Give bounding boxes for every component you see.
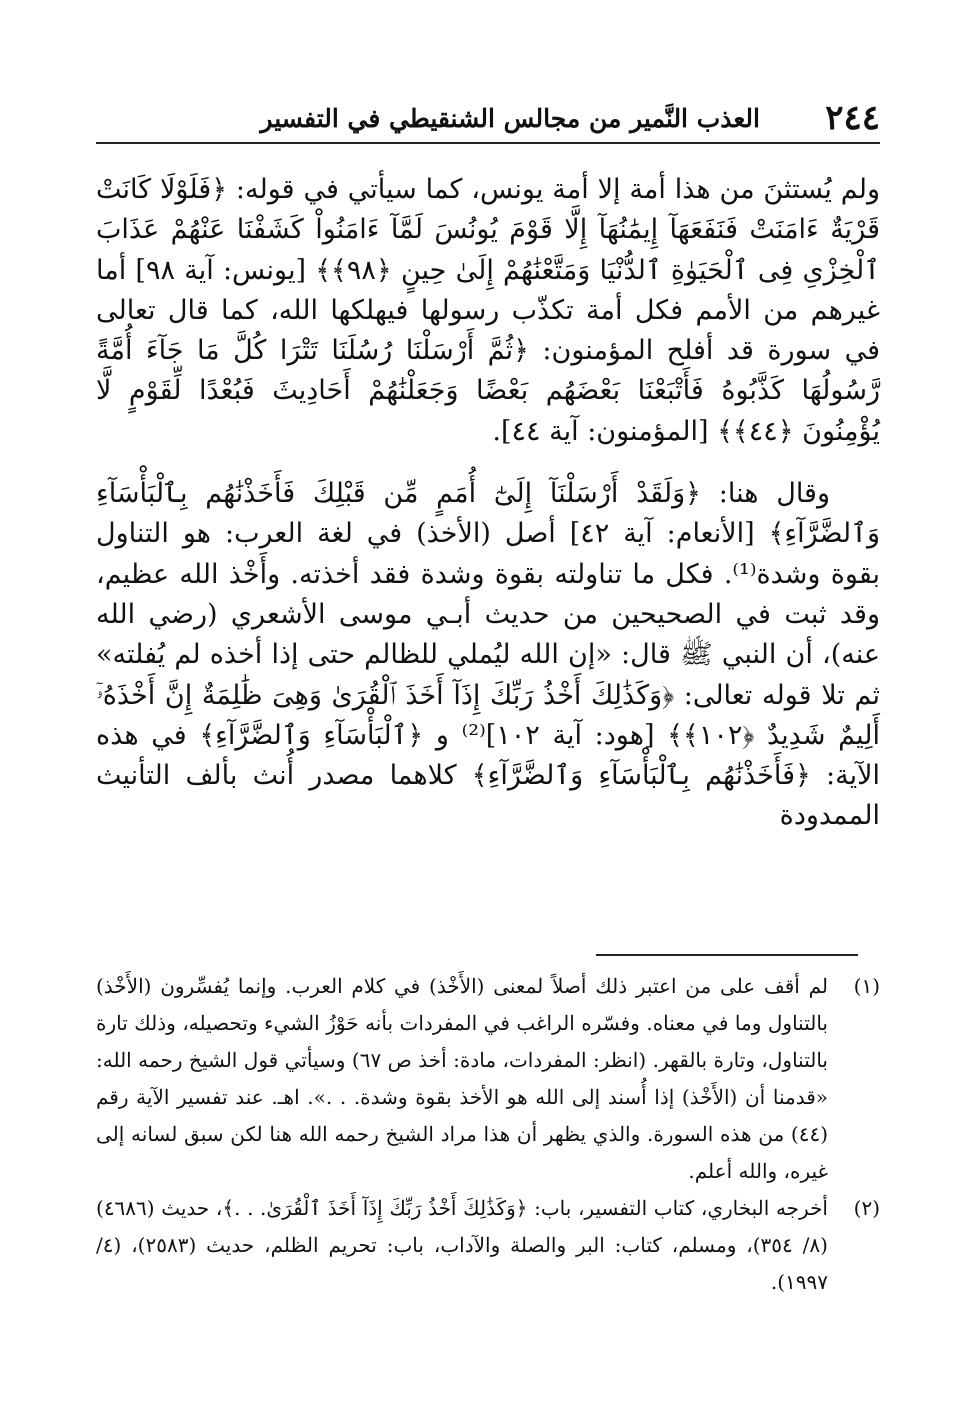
page-header xyxy=(96,92,880,144)
footnotes xyxy=(96,968,880,1301)
running-title: العذب النَّمير من مجالس الشنقيطي في التفسير xyxy=(260,104,760,133)
footnote-number: (٢) xyxy=(853,1196,880,1220)
footnote xyxy=(96,968,880,1190)
footnote-number: (١) xyxy=(853,974,880,998)
paragraph: وقال هنا: ﴿وَلَقَدْ أَرْسَلْنَآ إِلَىٰٓ أُمَمٍ مِّن قَبْلِكَ فَأَخَذْنَٰهُم بِٱلْبَأْسَآءِ وَٱلضَّرَّآءِ﴾ [الأنعام: آية ٤٢] أصل (الأخذ) في لغة العرب: هو التناول بقوة وشدة⁽¹⁾. فكل ما تناولته بقوة وشدة فقد أخذته. وأَخْذ الله عظيم، وقد ثبت في الصحيحين من حديث أبـي موسى الأشعري (رضي الله عنه)، أن النبي ﷺ قال: «إن الله ليُملي للظالم حتى إذا أخذه لم يُفلته» ثم تلا قوله تعالى: ﴿وَكَذَٰلِكَ أَخْذُ رَبِّكَ إِذَآ أَخَذَ ٱلْقُرَىٰ وَهِىَ ظَٰلِمَةٌ إِنَّ أَخْذَهُۥٓ أَلِيمٌ شَدِيدٌ ﴿١٠٢﴾﴾ [هود: آية ١٠٢]⁽²⁾ و ﴿ٱلْبَأْسَآءِ وَٱلضَّرَّآءِ﴾ في هذه الآية: ﴿فَأَخَذْنَٰهُم بِٱلْبَأْسَآءِ وَٱلضَّرَّآءِ﴾ كلاهما مصدر أُنث بألف التأنيث الممدودة xyxy=(96,478,880,832)
footnote-text: أخرجه البخاري، كتاب التفسير، باب: ﴿وَكَذَٰلِكَ أَخْذُ رَبِّكَ إِذَآ أَخَذَ ٱلْقُرَىٰ. . .﴾، حديث (٤٦٨٦) (٨/ ٣٥٤)، ومسلم، كتاب: البر والصلة والآداب، باب: تحريم الظلم، حديث (٢٥٨٣)، (٤/ ١٩٩٧). xyxy=(96,1196,828,1294)
page-number: ٢٤٤ xyxy=(825,98,880,138)
footnote-text: لم أقف على من اعتبر ذلك أصلاً لمعنى (الأَخْذ) في كلام العرب. وإنما يُفسِّرون (الأَخْذ) بالتناول وما في معناه. وفسّره الراغب في المفردات بأنه حَوْزُ الشيء وتحصيله، وذلك تارة بالتناول، وتارة بالقهر. (انظر: المفردات، مادة: أخذ ص ٦٧) وسيأتي قول الشيخ رحمه الله: «قدمنا أن (الأَخْذ) إذا أُسند إلى الله هو الأخذ بقوة وشدة. . .». اهـ. عند تفسير الآية رقم (٤٤) من هذه السورة. والذي يظهر أن هذا مراد الشيخ رحمه الله هنا لكن سبق لسانه إلى غيره، والله أعلم. xyxy=(96,974,828,1183)
footnote xyxy=(96,1190,880,1301)
footnote-separator xyxy=(596,954,858,956)
paragraph: ولم يُستثنَ من هذا أمة إلا أمة يونس، كما سيأتي في قوله: ﴿فَلَوْلَا كَانَتْ قَرْيَةٌ ءَامَنَتْ فَنَفَعَهَآ إِيمَٰنُهَآ إِلَّا قَوْمَ يُونُسَ لَمَّآ ءَامَنُواْ كَشَفْنَا عَنْهُمْ عَذَابَ ٱلْخِزْىِ فِى ٱلْحَيَوٰةِ ٱلدُّنْيَا وَمَتَّعْنَٰهُمْ إِلَىٰ حِينٍ ﴿٩٨﴾﴾ [يونس: آية ٩٨] أما غيرهم من الأمم فكل أمة تكذّب رسولها فيهلكها الله، كما قال تعالى في سورة قد أفلح المؤمنون: ﴿ثُمَّ أَرْسَلْنَا رُسُلَنَا تَتْرَا كُلَّ مَا جَآءَ أُمَّةً رَّسُولُهَا كَذَّبُوهُ فَأَتْبَعْنَا بَعْضَهُم بَعْضًا وَجَعَلْنَٰهُمْ أَحَادِيثَ فَبُعْدًا لِّقَوْمٍ لَّا يُؤْمِنُونَ ﴿٤٤﴾﴾ [المؤمنون: آية ٤٤]. xyxy=(96,174,880,447)
main-text xyxy=(96,170,880,837)
